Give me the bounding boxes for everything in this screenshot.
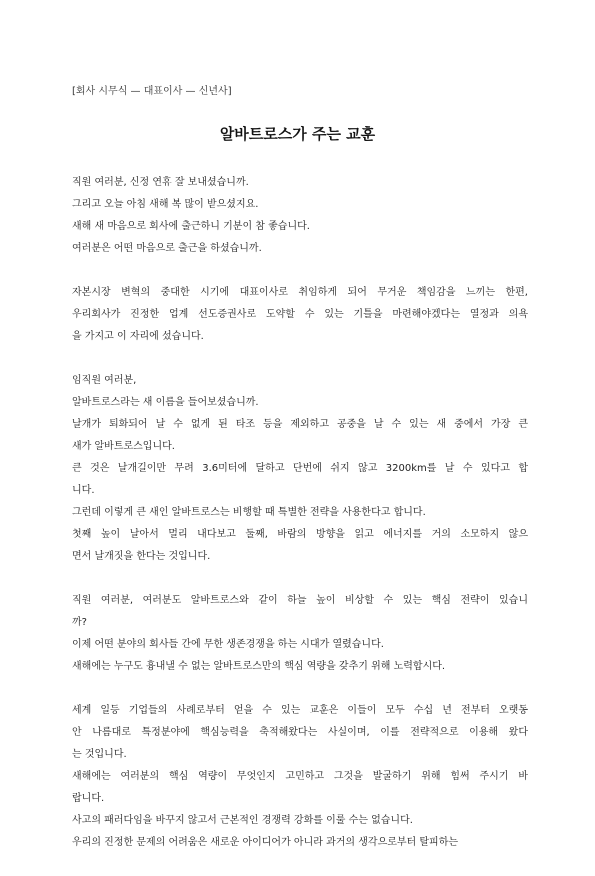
text-line: 랍니다. (72, 793, 105, 804)
text-line: 여러분은 어떤 마음으로 출근을 하셨습니까. (72, 243, 262, 254)
paragraph (72, 700, 528, 854)
text-line: 는 것입니다. (72, 749, 127, 760)
speech-header-label: [회사 시무식 — 대표이사 — 신년사] (72, 86, 232, 97)
text-line: 새해에는 여러분의 핵심 역량이 무엇인지 고민하고 그것을 발굴하기 위해 힘써 주시기 바 (72, 771, 528, 782)
text-line: 을 가지고 이 자리에 섰습니다. (72, 331, 204, 342)
paragraph (72, 590, 528, 678)
text-line: 자본시장 변혁의 중대한 시기에 대표이사로 취임하게 되어 무거운 책임감을 느끼는 한편, (72, 287, 528, 298)
text-line: 알바트로스라는 새 이름을 들어보셨습니까. (72, 397, 259, 408)
text-line: 이제 어떤 분야의 회사들 간에 무한 생존경쟁을 하는 시대가 열렸습니다. (72, 639, 384, 650)
text-line: 안 나름대로 특정분야에 핵심능력을 축적해왔다는 사실이며, 이를 전략적으로 이용해 왔다 (72, 727, 528, 738)
paragraph (72, 370, 528, 568)
text-line: 새해 새 마음으로 회사에 출근하니 기분이 참 좋습니다. (72, 221, 310, 232)
text-line: 우리회사가 진정한 업계 선도증권사로 도약할 수 있는 기틀을 마련해야겠다는 열정과 의욕 (72, 309, 528, 320)
text-line: 임직원 여러분, (72, 375, 137, 386)
paragraph (72, 282, 528, 348)
text-line: 날개가 퇴화되어 날 수 없게 된 타조 등을 제외하고 공중을 날 수 있는 새 중에서 가장 큰 (72, 419, 528, 430)
text-line: 큰 것은 날개길이만 무려 3.6미터에 달하고 단번에 쉬지 않고 3200km를 날 수 있다고 합 (72, 463, 528, 474)
text-line: 사고의 패러다임을 바꾸지 않고서 근본적인 경쟁력 강화를 이룰 수는 없습니다. (72, 815, 413, 826)
text-line: 새해에는 누구도 흉내낼 수 없는 알바트로스만의 핵심 역량을 갖추기 위해 노력합시다. (72, 661, 446, 672)
text-line: 면서 날개짓을 한다는 것입니다. (72, 551, 211, 562)
paragraph (72, 172, 528, 260)
document-body (72, 172, 528, 876)
text-line: 새가 알바트로스입니다. (72, 441, 175, 452)
text-line: 그리고 오늘 아침 새해 복 많이 받으셨지요. (72, 199, 259, 210)
text-line: 직원 여러분, 신정 연휴 잘 보내셨습니까. (72, 177, 249, 188)
text-line: 첫째 높이 날아서 멀리 내다보고 둘째, 바람의 방향을 읽고 에너지를 거의 소모하지 않으 (72, 529, 528, 540)
text-line: 세계 일등 기업들의 사례로부터 얻을 수 있는 교훈은 이들이 모두 수십 년 전부터 오랫동 (72, 705, 528, 716)
text-line: 우리의 진정한 문제의 어려움은 새로운 아이디어가 아니라 과거의 생각으로부터 탈피하는 (72, 837, 459, 848)
text-line: 그런데 이렇게 큰 새인 알바트로스는 비행할 때 특별한 전략을 사용한다고 합니다. (72, 507, 426, 518)
text-line: 직원 여러분, 여러분도 알바트로스와 같이 하늘 높이 비상할 수 있는 핵심 전략이 있습니 (72, 595, 528, 606)
text-line: 까? (72, 617, 87, 628)
text-line: 니다. (72, 485, 95, 496)
document-title: 알바트로스가 주는 교훈 (219, 125, 376, 143)
